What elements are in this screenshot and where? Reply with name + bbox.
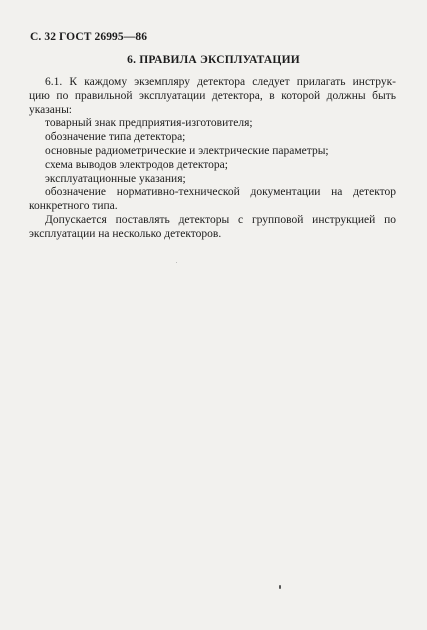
- list-item: эксплуатационные указания;: [45, 172, 186, 185]
- paragraph-line: конкретного типа.: [29, 200, 118, 213]
- section-title: 6. ПРАВИЛА ЭКСПЛУАТАЦИИ: [127, 54, 300, 66]
- paragraph-line: 6.1. К каждому экземпляру детектора следует прилагать инструк-: [45, 76, 396, 88]
- list-item: основные радиометрические и электрические параметры;: [45, 144, 329, 157]
- list-item: обозначение типа детектора;: [45, 131, 186, 144]
- list-item: обозначение нормативно-технической документации на детектор: [45, 186, 396, 199]
- list-item: схема выводов электродов детектора;: [45, 158, 228, 171]
- list-item: товарный знак предприятия-изготовителя;: [45, 117, 253, 130]
- scan-speck: [176, 262, 177, 263]
- scan-speck: [279, 585, 281, 589]
- paragraph-line: указаны:: [29, 103, 72, 116]
- section-body: [29, 76, 396, 242]
- running-header: С. 32 ГОСТ 26995—86: [30, 31, 148, 43]
- paragraph-line: Допускается поставлять детекторы с групповой инструкцией по: [45, 213, 396, 226]
- paragraph-line: цию по правильной эксплуатации детектора, в которой должны быть: [29, 89, 396, 102]
- paragraph-line: эксплуатации на несколько детекторов.: [29, 227, 222, 240]
